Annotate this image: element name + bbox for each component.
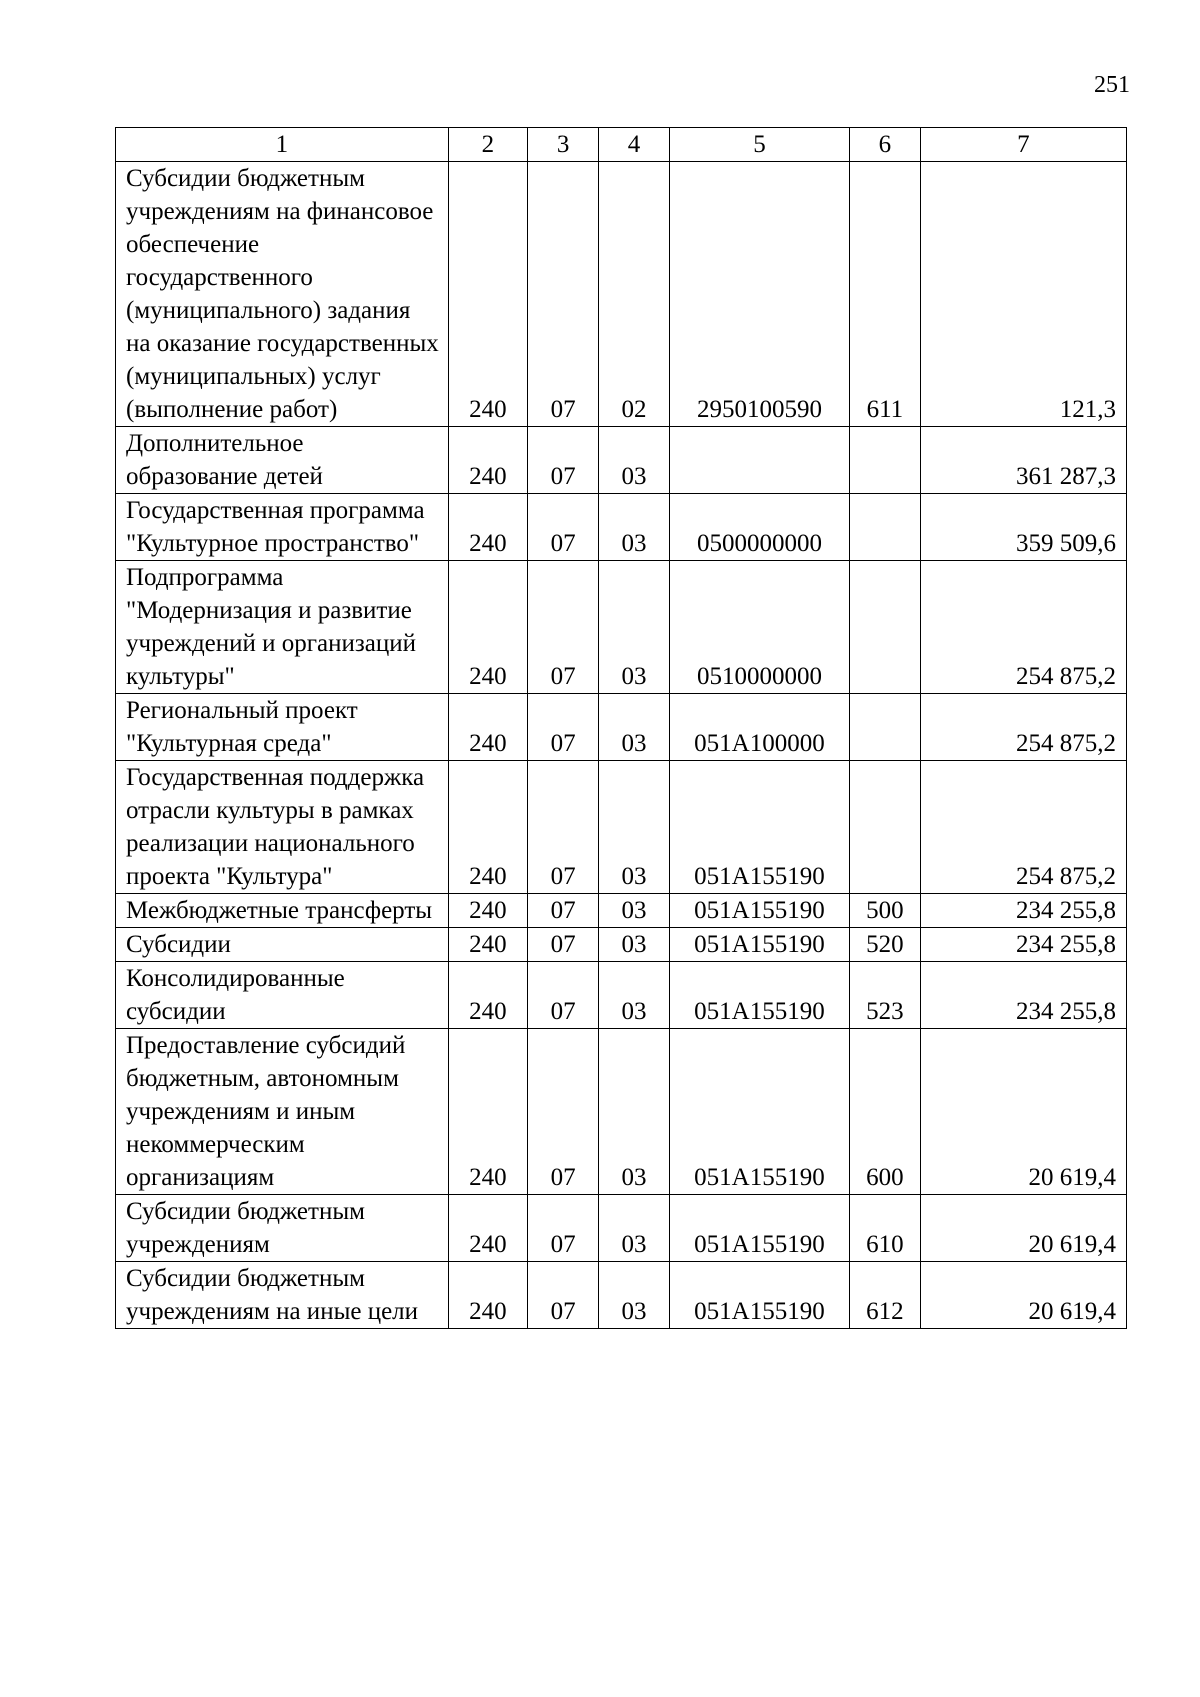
row-col-3: 07 bbox=[528, 494, 599, 561]
row-col-4: 03 bbox=[599, 1029, 670, 1195]
row-name-text: Региональный проект "Культурная среда" bbox=[126, 697, 358, 757]
row-col-5: 0510000000 bbox=[669, 561, 849, 694]
table-row bbox=[116, 1195, 1127, 1262]
row-col-4: 03 bbox=[599, 962, 670, 1029]
row-col-6 bbox=[849, 494, 920, 561]
table-row bbox=[116, 694, 1127, 761]
row-col-2: 240 bbox=[448, 1195, 528, 1262]
row-col-6: 600 bbox=[849, 1029, 920, 1195]
row-col-6 bbox=[849, 427, 920, 494]
row-col-2: 240 bbox=[448, 928, 528, 962]
row-name bbox=[116, 494, 449, 561]
row-col-2: 240 bbox=[448, 694, 528, 761]
row-col-2: 240 bbox=[448, 1029, 528, 1195]
row-name bbox=[116, 694, 449, 761]
row-name bbox=[116, 1029, 449, 1195]
row-col-4: 03 bbox=[599, 1262, 670, 1329]
table-row bbox=[116, 761, 1127, 894]
row-col-7: 254 875,2 bbox=[920, 561, 1126, 694]
row-name-text: Субсидии бюджетным учреждениям на иные цели bbox=[126, 1265, 419, 1325]
row-col-7: 121,3 bbox=[920, 162, 1126, 427]
table-row bbox=[116, 894, 1127, 928]
row-col-3: 07 bbox=[528, 1195, 599, 1262]
row-col-5: 051A155190 bbox=[669, 928, 849, 962]
header-col-1: 1 bbox=[116, 128, 449, 162]
row-name-text: Субсидии бюджетным учреждениям bbox=[126, 1198, 365, 1258]
row-name bbox=[116, 962, 449, 1029]
row-col-2: 240 bbox=[448, 162, 528, 427]
row-name-text: Субсидии бюджетным учреждениям на финансовое обеспечение государственного (муниципального) задания на оказание государственных (муниципальных) услуг (выполнение работ) bbox=[126, 165, 439, 423]
row-col-7: 20 619,4 bbox=[920, 1195, 1126, 1262]
row-col-5: 051A100000 bbox=[669, 694, 849, 761]
header-col-7: 7 bbox=[920, 128, 1126, 162]
budget-table bbox=[115, 127, 1127, 1329]
row-col-4: 03 bbox=[599, 894, 670, 928]
row-col-7: 20 619,4 bbox=[920, 1262, 1126, 1329]
page-number: 251 bbox=[1094, 72, 1130, 98]
row-col-5: 2950100590 bbox=[669, 162, 849, 427]
row-col-7: 234 255,8 bbox=[920, 928, 1126, 962]
row-name bbox=[116, 894, 449, 928]
row-col-3: 07 bbox=[528, 1029, 599, 1195]
row-col-5: 0500000000 bbox=[669, 494, 849, 561]
row-col-3: 07 bbox=[528, 427, 599, 494]
row-name-text: Субсидии bbox=[126, 931, 231, 958]
row-col-7: 254 875,2 bbox=[920, 761, 1126, 894]
row-col-3: 07 bbox=[528, 894, 599, 928]
header-col-5: 5 bbox=[669, 128, 849, 162]
row-col-4: 03 bbox=[599, 494, 670, 561]
row-col-6: 500 bbox=[849, 894, 920, 928]
header-col-4: 4 bbox=[599, 128, 670, 162]
row-name bbox=[116, 561, 449, 694]
row-col-2: 240 bbox=[448, 494, 528, 561]
table-row bbox=[116, 561, 1127, 694]
row-col-2: 240 bbox=[448, 962, 528, 1029]
row-name-text: Консолидированные субсидии bbox=[126, 965, 345, 1025]
row-col-6: 523 bbox=[849, 962, 920, 1029]
row-col-6: 610 bbox=[849, 1195, 920, 1262]
row-col-2: 240 bbox=[448, 427, 528, 494]
row-col-3: 07 bbox=[528, 561, 599, 694]
row-name-text: Государственная программа "Культурное пространство" bbox=[126, 497, 425, 557]
row-col-6 bbox=[849, 694, 920, 761]
row-col-7: 361 287,3 bbox=[920, 427, 1126, 494]
table-row bbox=[116, 162, 1127, 427]
row-col-7: 234 255,8 bbox=[920, 962, 1126, 1029]
header-col-2: 2 bbox=[448, 128, 528, 162]
row-col-4: 03 bbox=[599, 427, 670, 494]
row-col-6: 611 bbox=[849, 162, 920, 427]
row-col-3: 07 bbox=[528, 761, 599, 894]
row-col-5: 051A155190 bbox=[669, 962, 849, 1029]
row-name bbox=[116, 1195, 449, 1262]
row-name bbox=[116, 427, 449, 494]
row-name-text: Подпрограмма "Модернизация и развитие учреждений и организаций культуры" bbox=[126, 564, 416, 690]
row-col-5: 051A155190 bbox=[669, 894, 849, 928]
row-col-6 bbox=[849, 561, 920, 694]
row-col-3: 07 bbox=[528, 694, 599, 761]
table-row bbox=[116, 1029, 1127, 1195]
row-col-4: 03 bbox=[599, 694, 670, 761]
row-col-2: 240 bbox=[448, 1262, 528, 1329]
row-col-5: 051A155190 bbox=[669, 1195, 849, 1262]
row-col-5: 051A155190 bbox=[669, 1029, 849, 1195]
row-col-4: 03 bbox=[599, 561, 670, 694]
row-name-text: Государственная поддержка отрасли культуры в рамках реализации национального проекта "Культура" bbox=[126, 764, 425, 890]
header-col-6: 6 bbox=[849, 128, 920, 162]
row-col-4: 03 bbox=[599, 761, 670, 894]
row-col-4: 02 bbox=[599, 162, 670, 427]
row-col-2: 240 bbox=[448, 761, 528, 894]
row-name bbox=[116, 1262, 449, 1329]
table-row bbox=[116, 1262, 1127, 1329]
row-name bbox=[116, 162, 449, 427]
row-col-7: 20 619,4 bbox=[920, 1029, 1126, 1195]
row-col-5: 051A155190 bbox=[669, 761, 849, 894]
row-col-3: 07 bbox=[528, 1262, 599, 1329]
row-col-6: 612 bbox=[849, 1262, 920, 1329]
row-col-6: 520 bbox=[849, 928, 920, 962]
row-col-2: 240 bbox=[448, 561, 528, 694]
row-col-5 bbox=[669, 427, 849, 494]
row-col-4: 03 bbox=[599, 1195, 670, 1262]
table-row bbox=[116, 494, 1127, 561]
row-name bbox=[116, 928, 449, 962]
header-row bbox=[116, 128, 1127, 162]
row-name-text: Межбюджетные трансферты bbox=[126, 897, 433, 924]
row-col-4: 03 bbox=[599, 928, 670, 962]
row-col-5: 051A155190 bbox=[669, 1262, 849, 1329]
row-name bbox=[116, 761, 449, 894]
table-row bbox=[116, 427, 1127, 494]
row-name-text: Дополнительное образование детей bbox=[126, 430, 323, 490]
table-row bbox=[116, 962, 1127, 1029]
row-col-3: 07 bbox=[528, 928, 599, 962]
header-col-3: 3 bbox=[528, 128, 599, 162]
row-col-7: 359 509,6 bbox=[920, 494, 1126, 561]
row-col-6 bbox=[849, 761, 920, 894]
row-col-7: 234 255,8 bbox=[920, 894, 1126, 928]
row-col-3: 07 bbox=[528, 162, 599, 427]
row-col-7: 254 875,2 bbox=[920, 694, 1126, 761]
table-row bbox=[116, 928, 1127, 962]
row-col-2: 240 bbox=[448, 894, 528, 928]
row-name-text: Предоставление субсидий бюджетным, автономным учреждениям и иным некоммерческим организациям bbox=[126, 1032, 406, 1191]
row-col-3: 07 bbox=[528, 962, 599, 1029]
